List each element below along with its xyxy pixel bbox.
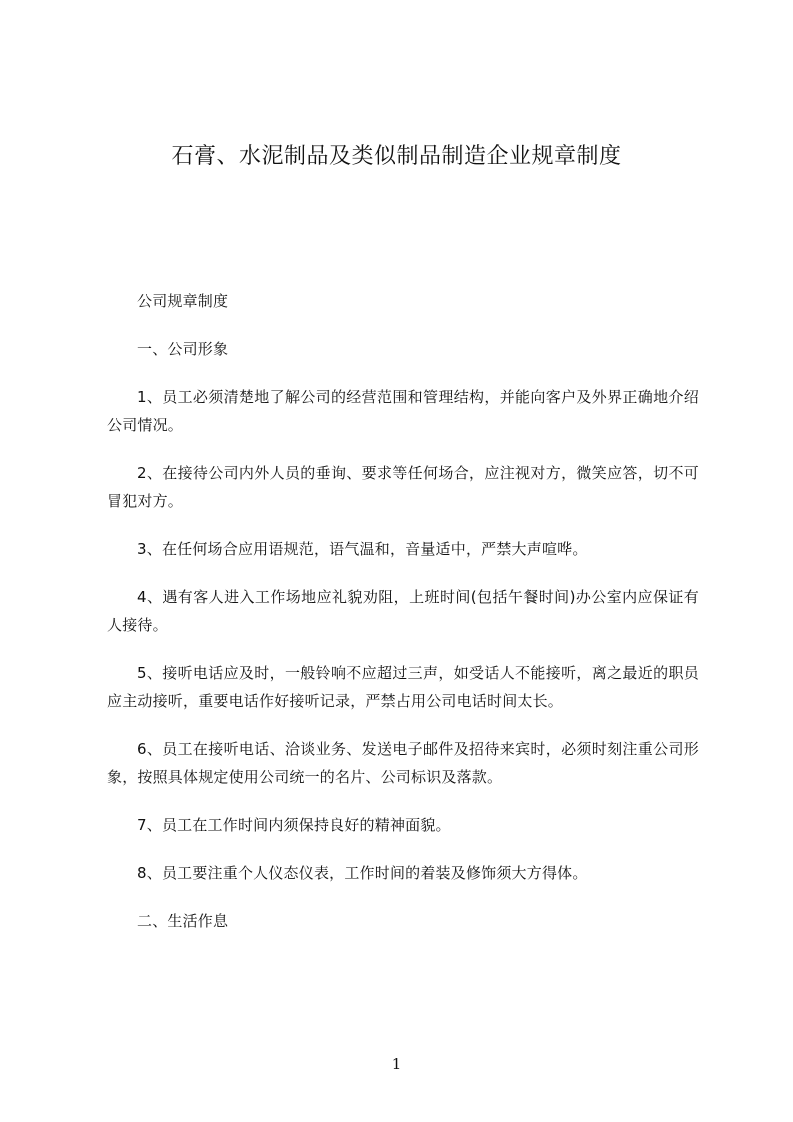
paragraph-rule-3: 3、在任何场合应用语规范，语气温和，音量适中，严禁大声喧哗。 (137, 540, 588, 558)
section-heading-daily-routine: 二、生活作息 (137, 912, 229, 930)
paragraph-rule-5: 5、接听电话应及时，一般铃响不应超过三声，如受话人不能接听，离之最近的职员应主动接听，重要电话作好接听记录，严禁占用公司电话时间太长。 (107, 664, 699, 710)
paragraph-rule-7: 7、员工在工作时间内须保持良好的精神面貌。 (137, 816, 451, 834)
page-number: 1 (391, 1055, 402, 1073)
paragraph-rule-1: 1、员工必须清楚地了解公司的经营范围和管理结构，并能向客户及外界正确地介绍公司情况。 (107, 388, 699, 434)
document-body (107, 287, 699, 955)
paragraph-rule-4: 4、遇有客人进入工作场地应礼貌劝阻，上班时间(包括午餐时间)办公室内应保证有人接待。 (107, 588, 699, 634)
paragraph-rule-2: 2、在接待公司内外人员的垂询、要求等任何场合，应注视对方，微笑应答，切不可冒犯对方。 (107, 464, 699, 510)
section-intro-heading: 公司规章制度 (137, 292, 229, 310)
paragraph-rule-6: 6、员工在接听电话、洽谈业务、发送电子邮件及招待来宾时，必须时刻注重公司形象，按照具体规定使用公司统一的名片、公司标识及落款。 (107, 740, 699, 786)
document-title: 石膏、水泥制品及类似制品制造企业规章制度 (171, 144, 622, 169)
paragraph-rule-8: 8、员工要注重个人仪态仪表，工作时间的着装及修饰须大方得体。 (137, 864, 588, 882)
section-heading-company-image: 一、公司形象 (137, 340, 229, 358)
